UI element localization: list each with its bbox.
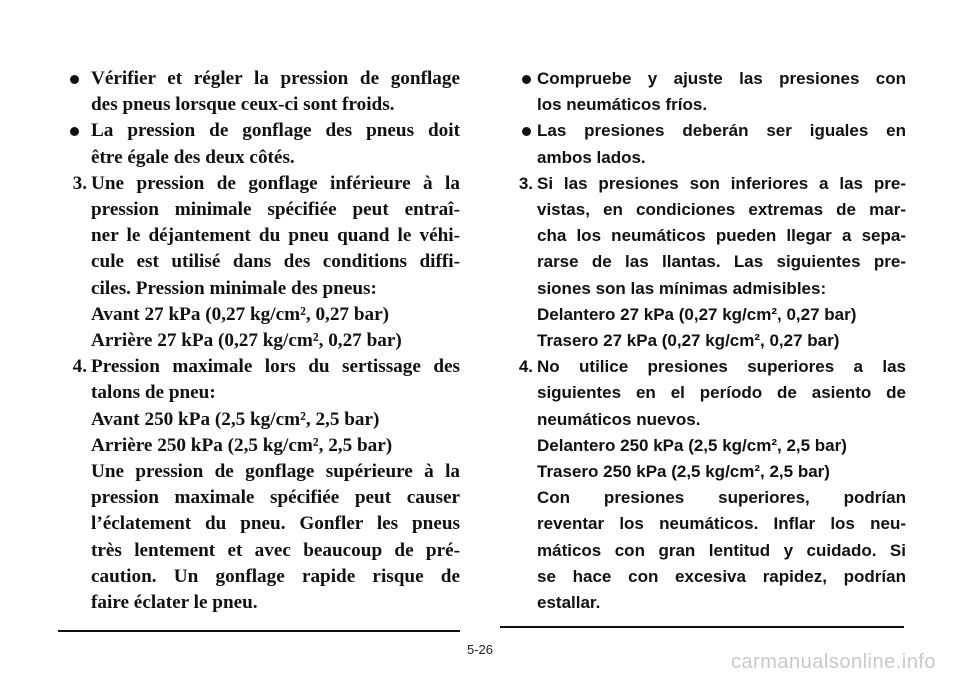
item-number: 4.: [72, 356, 87, 378]
text-line: pression maximale spécifiée peut causer: [91, 487, 460, 509]
text-line: ciles. Pression minimale des pneus:: [91, 277, 377, 299]
text-line: No utilice presiones superiores a las: [537, 357, 906, 377]
french-item-1: [54, 66, 460, 118]
text-line: pression minimale spécifiée peut entraî-: [91, 199, 460, 221]
item-number: 3.: [72, 172, 87, 194]
text-line: Vérifier et régler la pression de gonflage: [91, 68, 460, 89]
text-line: ambos lados.: [537, 147, 646, 167]
spec-rear: Arrière 27 kPa (0,27 kg/cm², 0,27 bar): [91, 330, 402, 352]
text-line: siguientes en el período de asiento de: [537, 383, 906, 403]
text-line: faire éclater le pneu.: [91, 592, 258, 614]
french-item-2: [54, 118, 460, 170]
text-line: Une pression de gonflage inférieure à la: [91, 172, 460, 194]
text-line: máticos con gran lentitud y cuidado. Si: [537, 540, 906, 560]
text-line: des pneus lorsque ceux-ci sont froids.: [91, 94, 395, 116]
item-number: 4.: [518, 357, 533, 377]
text-line: talons de pneu:: [91, 382, 216, 404]
spec-front: Avant 250 kPa (2,5 kg/cm², 2,5 bar): [91, 408, 380, 430]
text-line: Compruebe y ajuste las presiones con: [537, 69, 906, 88]
spanish-item-4: [500, 354, 906, 616]
text-line: los neumáticos fríos.: [537, 95, 708, 115]
text-line: estallar.: [537, 593, 601, 613]
text-line: siones son las mínimas admisibles:: [537, 278, 827, 298]
bullet-icon: [70, 127, 79, 136]
text-line: cule est utilisé dans des conditions diffi-: [91, 251, 460, 273]
spanish-column: [500, 66, 906, 616]
spec-rear: Trasero 27 kPa (0,27 kg/cm², 0,27 bar): [537, 331, 840, 351]
text-line: La pression de gonflage des pneus doit: [91, 120, 460, 142]
spanish-item-2: [500, 118, 906, 170]
text-line: être égale des deux côtés.: [91, 146, 295, 168]
item-number: 3.: [518, 173, 533, 193]
text-line: se hace con excesiva rapidez, podrían: [537, 566, 906, 586]
french-column: [54, 66, 460, 616]
right-column-divider: [500, 626, 904, 628]
french-item-4: [54, 354, 460, 616]
spec-rear: Arrière 250 kPa (2,5 kg/cm², 2,5 bar): [91, 434, 393, 456]
text-line: Si las presiones son inferiores a las pre-: [537, 173, 906, 193]
watermark: carmanualsonline.info: [730, 651, 936, 673]
text-line: Pression maximale lors du sertissage des: [91, 356, 460, 378]
spec-front: Delantero 250 kPa (2,5 kg/cm², 2,5 bar): [537, 435, 847, 455]
text-line: neumáticos nuevos.: [537, 409, 701, 429]
text-line: Las presiones deberán ser iguales en: [537, 121, 906, 141]
left-column-divider: [58, 630, 460, 632]
bullet-icon: [522, 75, 531, 84]
text-line: vistas, en condiciones extremas de mar-: [537, 200, 906, 220]
spanish-item-3: [500, 171, 906, 354]
text-line: Con presiones superiores, podrían: [537, 488, 906, 508]
text-line: rarse de las llantas. Las siguientes pre-: [537, 252, 906, 272]
page-number: 5-26: [466, 642, 494, 657]
text-line: Une pression de gonflage supérieure à la: [91, 461, 460, 483]
spec-rear: Trasero 250 kPa (2,5 kg/cm², 2,5 bar): [537, 462, 830, 482]
text-line: ner le déjantement du pneu quand le véhi-: [91, 225, 460, 247]
bullet-icon: [70, 75, 79, 84]
spec-front: Avant 27 kPa (0,27 kg/cm², 0,27 bar): [91, 303, 389, 325]
text-line: reventar los neumáticos. Inflar los neu-: [537, 514, 906, 534]
bullet-icon: [522, 127, 531, 136]
spanish-item-1: [500, 66, 906, 118]
spec-front: Delantero 27 kPa (0,27 kg/cm², 0,27 bar): [537, 304, 857, 324]
text-line: l’éclatement du pneu. Gonfler les pneus: [91, 513, 460, 535]
text-line: très lentement et avec beaucoup de pré-: [91, 539, 460, 561]
text-line: cha los neumáticos pueden llegar a sepa-: [537, 226, 906, 246]
french-item-3: [54, 171, 460, 354]
text-line: caution. Un gonflage rapide risque de: [91, 565, 460, 587]
